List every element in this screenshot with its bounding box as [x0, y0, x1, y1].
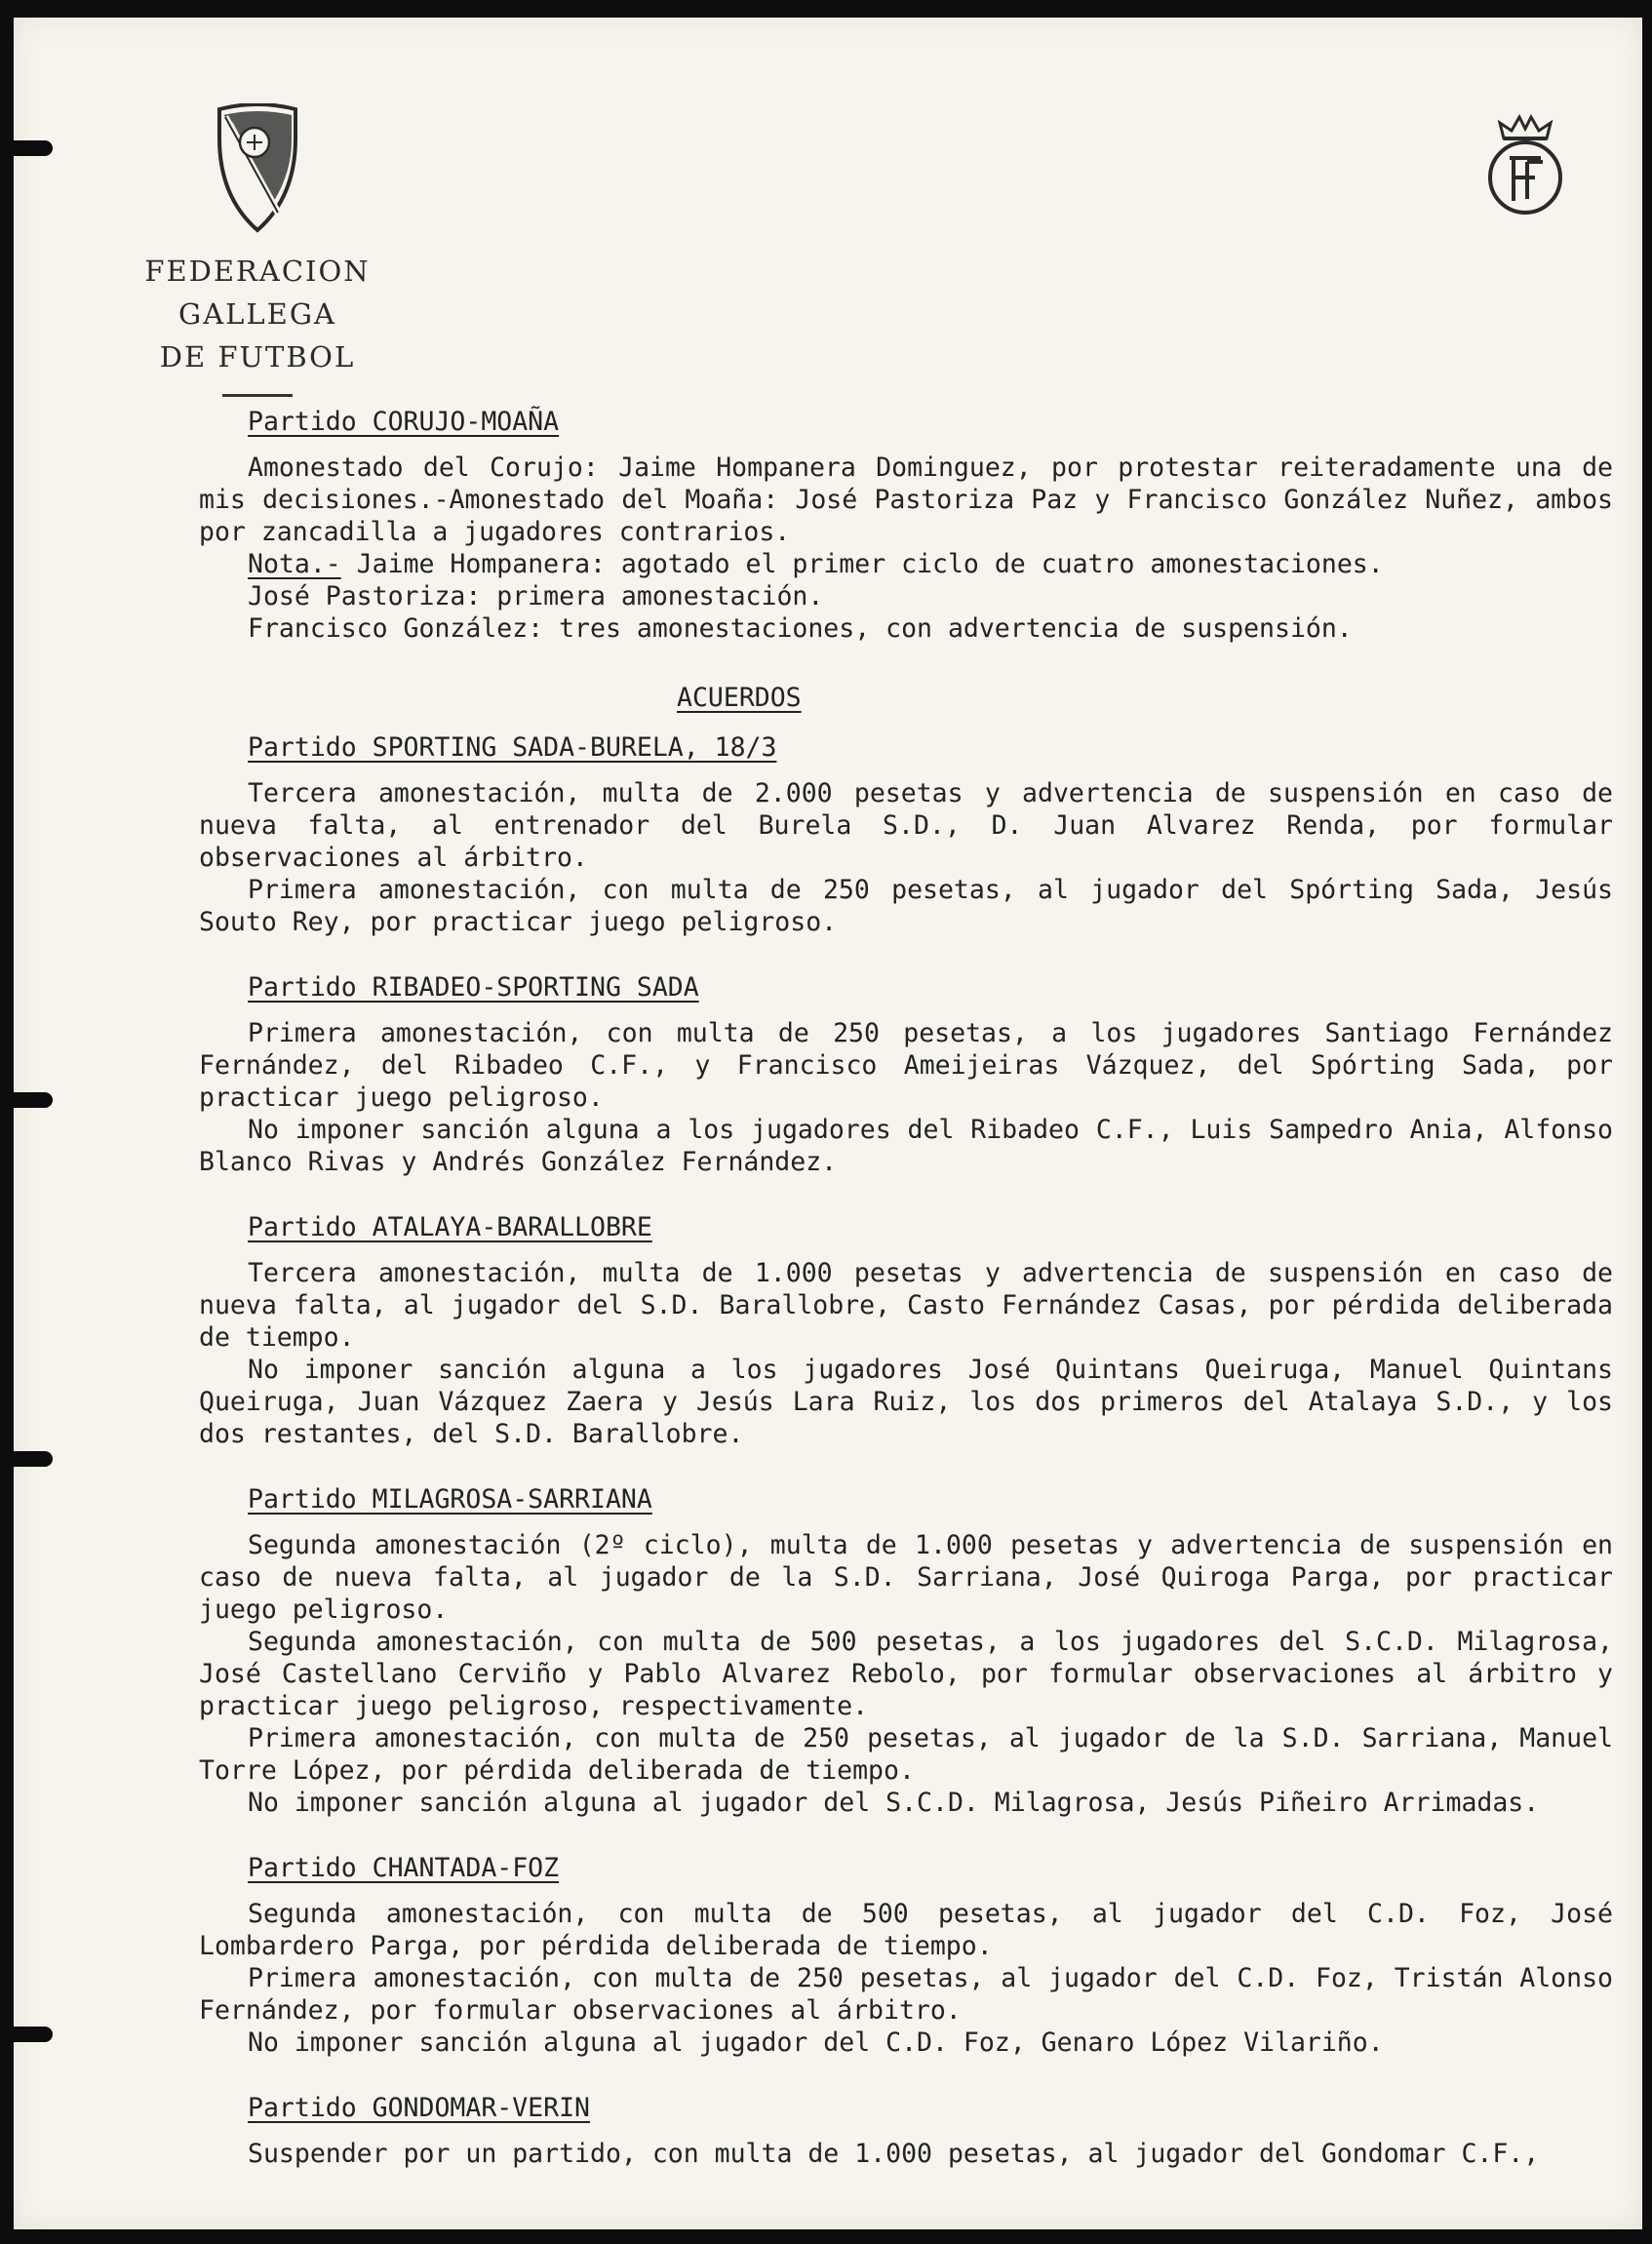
match-heading: Partido MILAGROSA-SARRIANA [248, 1484, 652, 1515]
ruling-paragraph: Suspender por un partido, con multa de 1.000 pesetas, al jugador del Gondomar C.F., [248, 2139, 1540, 2169]
ruling-paragraph: Primera amonestación, con multa de 250 pesetas, al jugador de la S.D. Sarriana, Manuel Torre López, por pérdida deliberada de tiempo. [199, 1723, 1613, 1786]
section-sporting-sada-burela [199, 731, 1613, 938]
ruling-paragraph: No imponer sanción alguna al jugador del C.D. Foz, Genaro López Vilariño. [248, 2027, 1384, 2058]
section-milagrosa-sarriana [199, 1483, 1613, 1819]
ruling-paragraph: Segunda amonestación (2º ciclo), multa de 1.000 pesetas y advertencia de suspensión en caso de nueva falta, al jugador de la S.D. Sarriana, José Quiroga Parga, por practicar juego peligroso. [199, 1530, 1613, 1625]
ruling-paragraph: Segunda amonestación, con multa de 500 pesetas, al jugador del C.D. Foz, José Lombardero Parga, por pérdida deliberada de tiempo. [199, 1899, 1613, 1961]
match-heading: Partido RIBADEO-SPORTING SADA [248, 972, 699, 1003]
section-atalaya-barallobre [199, 1211, 1613, 1450]
ruling-paragraph: No imponer sanción alguna al jugador del S.C.D. Milagrosa, Jesús Piñeiro Arrimadas. [248, 1788, 1540, 1818]
federation-header [92, 103, 423, 397]
binder-hole-mark [14, 140, 53, 156]
match-heading: Partido ATALAYA-BARALLOBRE [248, 1212, 652, 1242]
ruling-paragraph: Tercera amonestación, multa de 2.000 pesetas y advertencia de suspensión en caso de nueva falta, al entrenador del Burela S.D., D. Juan Alvarez Renda, por formular observaciones al árbitro. [199, 778, 1613, 873]
ruling-paragraph: Segunda amonestación, con multa de 500 pesetas, a los jugadores del S.C.D. Milagrosa, José Castellano Cerviño y Pablo Alvarez Rebolo, por formular observaciones al árbitro y practicar juego peligroso, respectivamente. [199, 1627, 1613, 1721]
match-heading: Partido CHANTADA-FOZ [248, 1853, 560, 1883]
binder-hole-mark [14, 2027, 53, 2042]
section-chantada-foz [199, 1852, 1613, 2059]
nota-text: Jaime Hompanera: agotado el primer ciclo de cuatro amonestaciones. [356, 549, 1384, 579]
federation-name-line1: FEDERACION GALLEGA [144, 255, 371, 331]
shield-sword-crest-icon [214, 103, 301, 234]
federation-name-line2: DE FUTBOL [159, 340, 356, 374]
match-heading: Partido CORUJO-MOAÑA [248, 407, 560, 437]
document-body [199, 406, 1613, 2170]
royal-crest [1484, 109, 1566, 229]
intro-paragraph: Amonestado del Corujo: Jaime Hompanera Dominguez, por protestar reiteradamente una de mis decisiones.-Amonestado del Moaña: José Pastoriza Paz y Francisco González Nuñez, ambos por zancadilla a jugadores contrarios. [199, 453, 1613, 547]
royal-crown-crest-icon [1484, 109, 1566, 224]
match-heading: Partido SPORTING SADA-BURELA, 18/3 [248, 732, 777, 763]
header-divider [222, 394, 293, 397]
binder-hole-mark [14, 1092, 53, 1108]
nota-line: Francisco González: tres amonestaciones, con advertencia de suspensión. [248, 613, 1353, 644]
acuerdos-heading: ACUERDOS [677, 683, 802, 713]
ruling-paragraph: No imponer sanción alguna a los jugadores José Quintans Queiruga, Manuel Quintans Queiruga, Juan Vázquez Zaera y Jesús Lara Ruiz, los dos primeros del Atalaya S.D., y los dos restantes, del S.D. Barallobre. [199, 1355, 1613, 1449]
document-page [14, 18, 1642, 2229]
binder-hole-mark [14, 1451, 53, 1467]
match-heading: Partido GONDOMAR-VERIN [248, 2093, 590, 2123]
ruling-paragraph: Primera amonestación, con multa de 250 pesetas, a los jugadores Santiago Fernández Fernández, del Ribadeo C.F., y Francisco Ameijeiras Vázquez, del Spórting Sada, por practicar juego peligroso. [199, 1018, 1613, 1113]
nota-label: Nota.- [248, 549, 341, 579]
ruling-paragraph: Primera amonestación, con multa de 250 pesetas, al jugador del C.D. Foz, Tristán Alonso Fernández, por formular observaciones al árbitro. [199, 1963, 1613, 2026]
ruling-paragraph: No imponer sanción alguna a los jugadores del Ribadeo C.F., Luis Sampedro Ania, Alfonso Blanco Rivas y Andrés González Fernández. [199, 1115, 1613, 1177]
ruling-paragraph: Primera amonestación, con multa de 250 pesetas, al jugador del Spórting Sada, Jesús Souto Rey, por practicar juego peligroso. [199, 875, 1613, 937]
section-ribadeo-sporting-sada [199, 971, 1613, 1178]
nota-line: José Pastoriza: primera amonestación. [248, 581, 824, 611]
section-gondomar-verin [199, 2092, 1613, 2170]
nota-line [199, 548, 1613, 580]
ruling-paragraph: Tercera amonestación, multa de 1.000 pesetas y advertencia de suspensión en caso de nueva falta, al jugador del S.D. Barallobre, Casto Fernández Casas, por pérdida deliberada de tiempo. [199, 1258, 1613, 1353]
